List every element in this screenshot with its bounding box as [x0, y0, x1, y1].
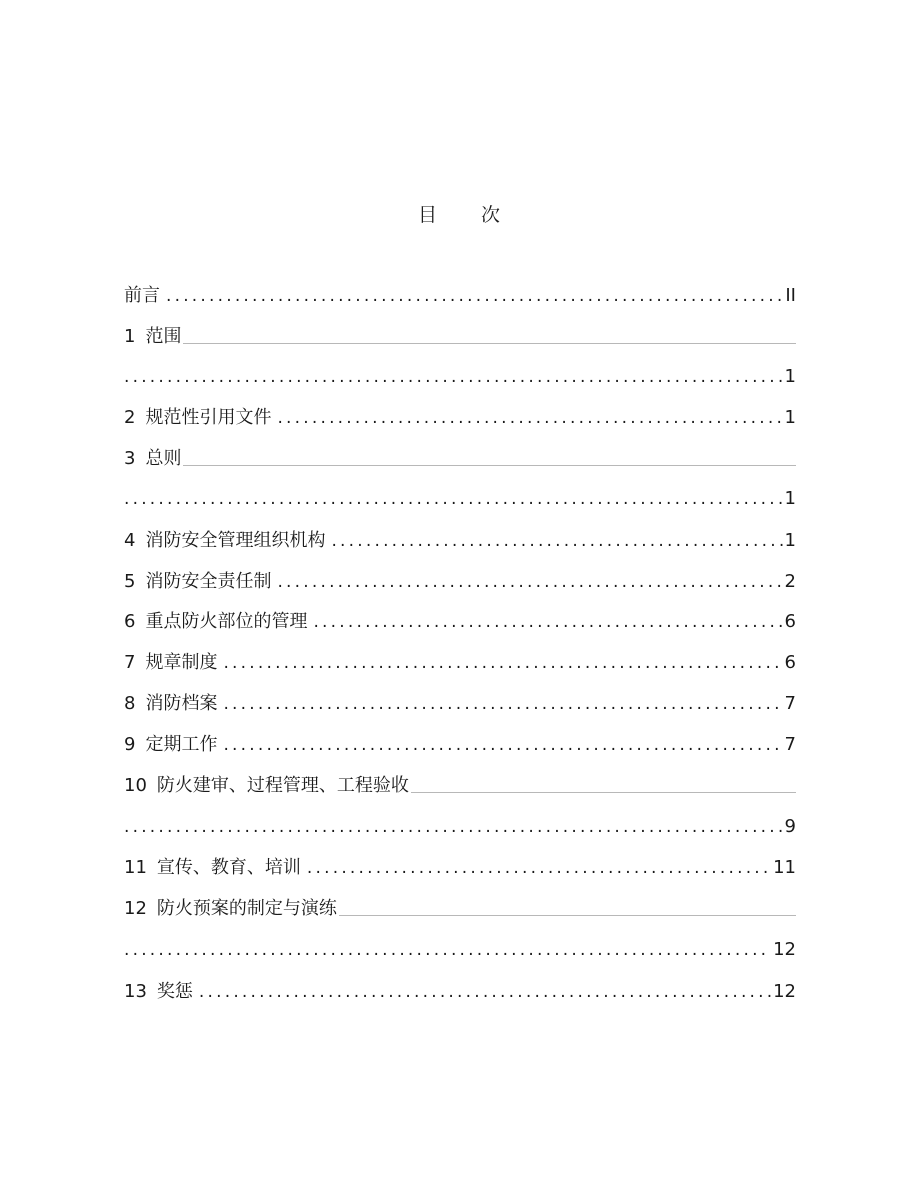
- toc-entry-page: 12: [773, 939, 796, 960]
- toc-title: [0, 200, 920, 227]
- toc-entry-7[interactable]: [124, 650, 796, 676]
- toc-leader-dots: [277, 405, 782, 431]
- toc-entry-label: 消防档案: [145, 693, 218, 714]
- toc-entry-label: 规范性引用文件: [145, 407, 272, 428]
- toc-entry-number: 2: [124, 407, 136, 428]
- toc-entry-label: 防火建审、过程管理、工程验收: [156, 775, 409, 796]
- toc-leader-rule: [183, 465, 796, 466]
- toc-entry-10-continuation[interactable]: [124, 814, 796, 840]
- toc-entry-page: 2: [784, 571, 796, 592]
- toc-entry-page: 1: [784, 366, 796, 387]
- toc-leader-dots: [199, 979, 771, 1005]
- toc-entry-label: 消防安全管理组织机构: [145, 530, 326, 551]
- toc-entry-number: 10: [124, 775, 147, 796]
- toc-entry-13[interactable]: [124, 979, 796, 1005]
- toc-leader-dots: [223, 650, 782, 676]
- toc-entry-12[interactable]: [124, 896, 796, 922]
- toc-title-char-2: 次: [481, 204, 503, 226]
- toc-entry-number: 4: [124, 530, 136, 551]
- toc-leader-dots: [124, 937, 771, 963]
- toc-entry-number: 12: [124, 898, 147, 919]
- toc-entry-number: 5: [124, 571, 136, 592]
- toc-entry-page: II: [785, 285, 796, 306]
- toc-entry-9[interactable]: [124, 732, 796, 758]
- toc-entry-number: 1: [124, 326, 136, 347]
- toc-entry-2[interactable]: [124, 405, 796, 431]
- toc-entry-number: 13: [124, 981, 147, 1002]
- toc-leader-dots: [223, 732, 782, 758]
- toc-leader-dots: [313, 609, 782, 635]
- toc-entry-label: 规章制度: [145, 652, 218, 673]
- toc-entry-12-continuation[interactable]: [124, 937, 796, 963]
- toc-entry-label: 奖惩: [156, 981, 193, 1002]
- toc-leader-dots: [307, 855, 771, 881]
- toc-entry-page: 6: [784, 652, 796, 673]
- toc-entry-1-continuation[interactable]: [124, 364, 796, 390]
- toc-entry-5[interactable]: [124, 569, 796, 595]
- toc-entry-page: 7: [784, 734, 796, 755]
- toc-entry-page: 1: [784, 407, 796, 428]
- toc-entry-label: 总则: [145, 448, 182, 469]
- toc-entry-number: 6: [124, 611, 136, 632]
- toc-entry-label: 前言: [124, 285, 160, 306]
- toc-entry-number: 9: [124, 734, 136, 755]
- toc-entry-4[interactable]: [124, 528, 796, 554]
- toc-entry-page: 7: [784, 693, 796, 714]
- toc-entry-number: 11: [124, 857, 147, 878]
- toc-entry-label: 消防安全责任制: [145, 571, 272, 592]
- toc-entry-11[interactable]: [124, 855, 796, 881]
- toc-leader-dots: [124, 486, 783, 512]
- toc-leader-dots: [331, 528, 782, 554]
- toc-entry-preface[interactable]: [124, 283, 796, 309]
- toc-leader-dots: [124, 364, 783, 390]
- toc-entry-3[interactable]: [124, 446, 796, 472]
- toc-leader-rule: [183, 343, 796, 344]
- toc-entry-1[interactable]: [124, 324, 796, 350]
- toc-entry-label: 范围: [145, 326, 182, 347]
- toc-entry-8[interactable]: [124, 691, 796, 717]
- toc-entry-page: 1: [784, 488, 796, 509]
- toc-entry-label: 宣传、教育、培训: [156, 857, 301, 878]
- toc-entry-page: 12: [773, 981, 796, 1002]
- toc-leader-rule: [411, 792, 796, 793]
- toc-leader-dots: [223, 691, 782, 717]
- toc-entry-page: 11: [773, 857, 796, 878]
- toc-leader-rule: [339, 915, 796, 916]
- toc-title-char-1: 目: [417, 204, 439, 226]
- toc-entry-6[interactable]: [124, 609, 796, 635]
- toc-entry-label: 防火预案的制定与演练: [156, 898, 337, 919]
- toc-entry-number: 7: [124, 652, 136, 673]
- toc-entry-number: 3: [124, 448, 136, 469]
- toc-entry-page: 6: [784, 611, 796, 632]
- toc-entry-number: 8: [124, 693, 136, 714]
- toc-entry-page: 9: [784, 816, 796, 837]
- toc-entry-label: 重点防火部位的管理: [145, 611, 308, 632]
- toc-leader-dots: [277, 569, 782, 595]
- toc-leader-dots: [166, 283, 783, 309]
- toc-entry-3-continuation[interactable]: [124, 486, 796, 512]
- toc-entry-page: 1: [784, 530, 796, 551]
- toc-leader-dots: [124, 814, 783, 840]
- toc-entry-10[interactable]: [124, 773, 796, 799]
- toc-entry-label: 定期工作: [145, 734, 218, 755]
